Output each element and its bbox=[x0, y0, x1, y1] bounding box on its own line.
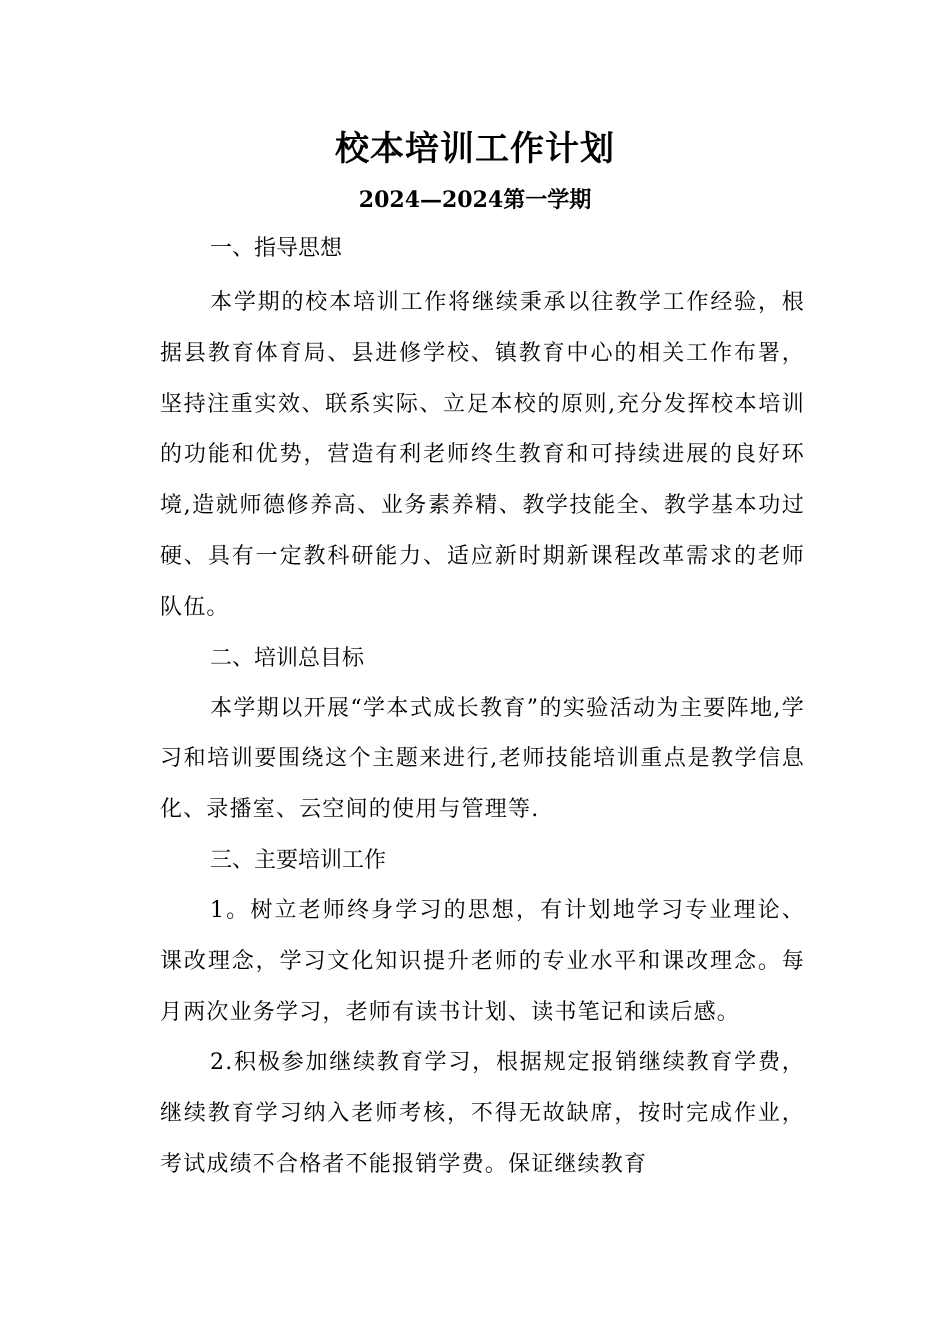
paragraph: 1。树立老师终身学习的思想，有计划地学习专业理论、课改理念，学习文化知识提升老师的专业水平和课改理念。每月两次业务学习，老师有读书计划、读书笔记和读后感。 bbox=[160, 897, 805, 1025]
document-title: 校本培训工作计划 bbox=[335, 129, 615, 169]
section-heading: 二、培训总目标 bbox=[210, 645, 365, 671]
section-heading: 三、主要培训工作 bbox=[210, 847, 387, 873]
document-body bbox=[160, 224, 805, 1191]
document-subtitle: 2024—2024第一学期 bbox=[358, 187, 592, 213]
section-heading: 一、指导思想 bbox=[210, 236, 343, 261]
paragraph: 2.积极参加继续教育学习，根据规定报销继续教育学费，继续教育学习纳入老师考核，不得无故缺席，按时完成作业，考试成绩不合格者不能报销学费。保证继续教育 bbox=[160, 1050, 805, 1177]
paragraph: 本学期以开展“学本式成长教育”的实验活动为主要阵地,学习和培训要围绕这个主题来进行,老师技能培训重点是教学信息化、录播室、云空间的使用与管理等. bbox=[160, 695, 805, 823]
paragraph: 本学期的校本培训工作将继续秉承以往教学工作经验，根据县教育体育局、县进修学校、镇教育中心的相关工作布署，坚持注重实效、联系实际、立足本校的原则,充分发挥校本培训的功能和优势，营造有利老师终生教育和可持续进展的良好环境,造就师德修养高、业务素养精、教学技能全、教学基本功过硬、具有一定教科研能力、适应新时期新课程改革需求的老师队伍。 bbox=[160, 290, 805, 620]
